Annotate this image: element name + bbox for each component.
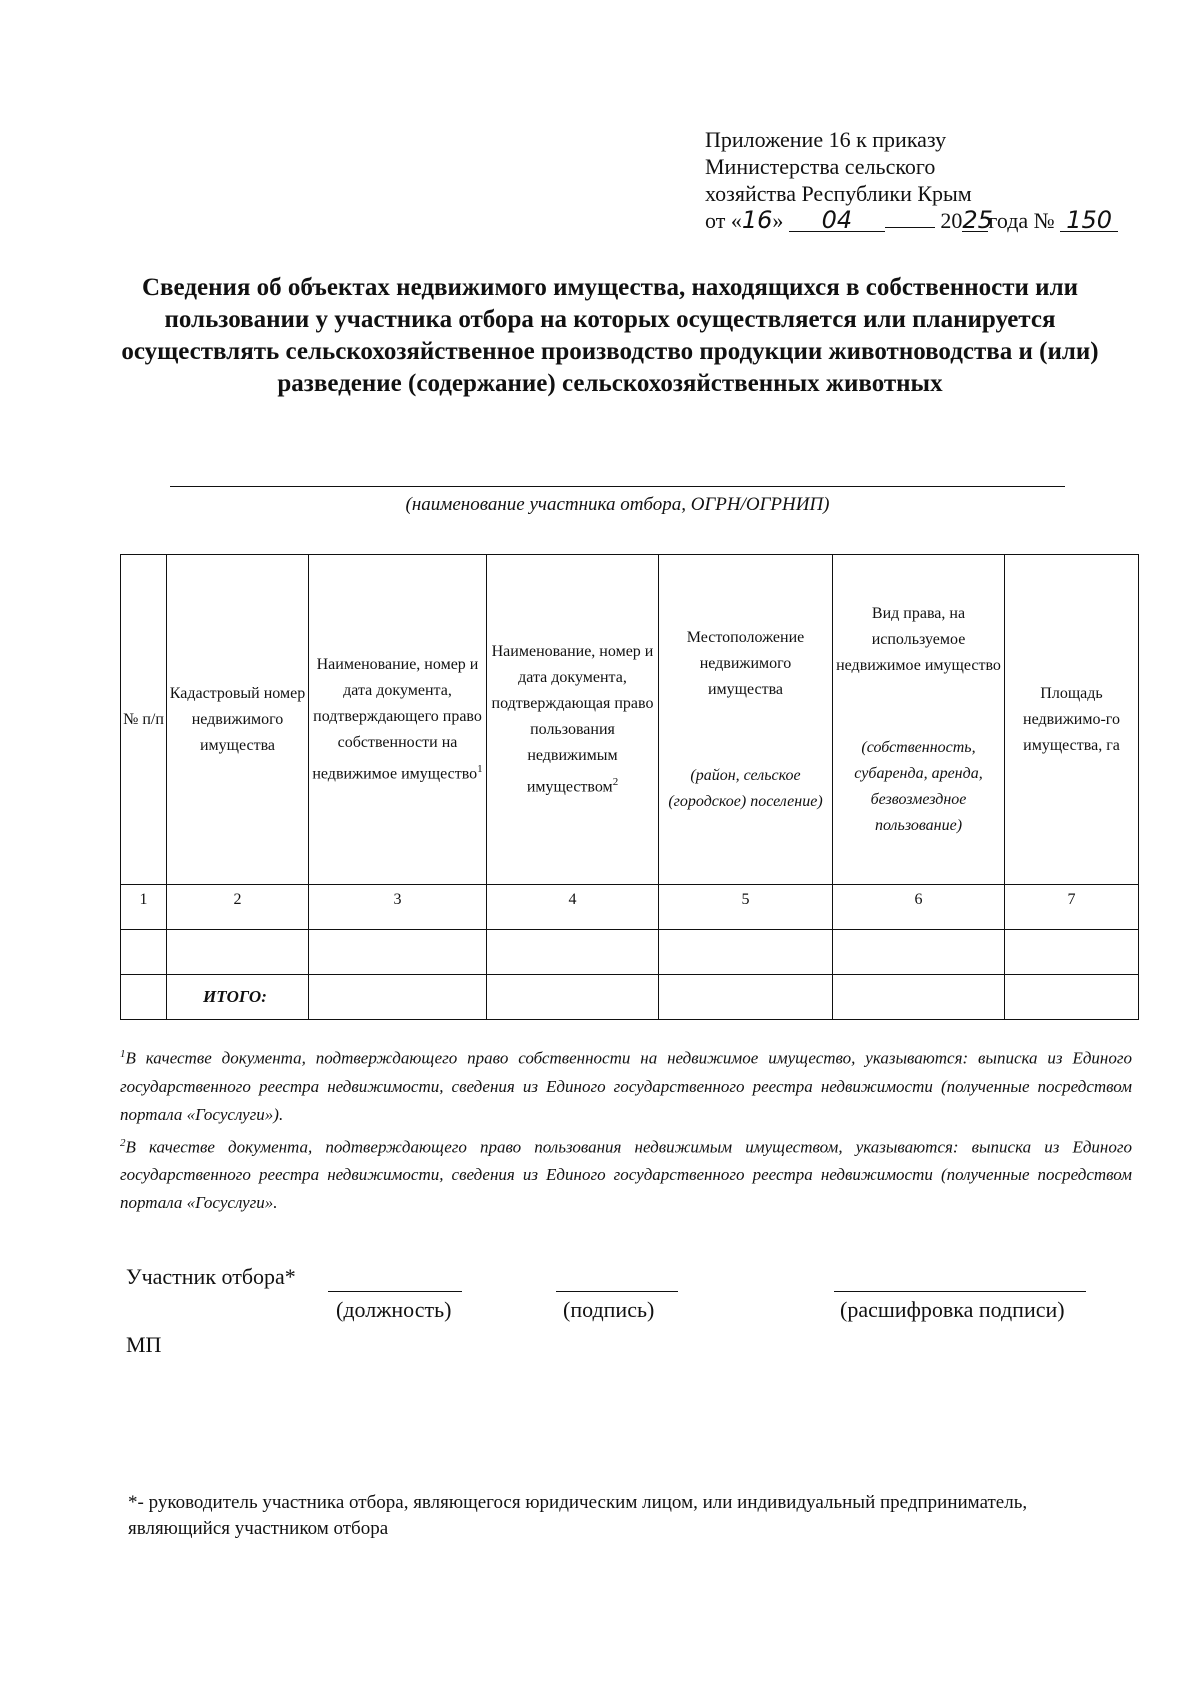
table-cell[interactable] [833, 930, 1005, 975]
participant-label: Участник отбора* [126, 1264, 296, 1289]
header-usage-doc: Наименование, номер и дата документа, подтверждающая право пользования недвижимым имуществом$^2$ [487, 555, 659, 885]
table-cell[interactable] [309, 930, 487, 975]
col-number-7: 7 [1005, 885, 1139, 930]
property-table [120, 554, 1138, 1020]
date-month: 04 [789, 209, 885, 232]
header-number: № п/п [121, 555, 167, 885]
header-cadastral: Кадастровый номер недвижимого имущества [167, 555, 309, 885]
table-cell[interactable] [487, 975, 659, 1020]
table-number-row [121, 885, 1139, 930]
col-number-2: 2 [167, 885, 309, 930]
appendix-header [705, 126, 1145, 234]
total-label: ИТОГО: [167, 975, 309, 1020]
table-cell[interactable] [309, 975, 487, 1020]
date-month-tail [885, 227, 935, 228]
table-header-row [121, 555, 1139, 885]
col-number-6: 6 [833, 885, 1005, 930]
document-title: Сведения об объектах недвижимого имущества, находящихся в собственности или пользовании у участника отбора на которых осуществляется или планируется осуществлять сельскохозяйственное производство продукции животноводства и (или) разведение (содержание) сельскохозяйственных животных [121, 274, 1099, 397]
date-year-prefix: 20 [940, 208, 963, 233]
footnotes [120, 1040, 1132, 1217]
table-row [121, 930, 1139, 975]
position-line[interactable] [328, 1291, 462, 1292]
col-number-3: 3 [309, 885, 487, 930]
order-number: 150 [1060, 209, 1118, 232]
date-day-close: » [772, 208, 784, 233]
table-cell[interactable] [659, 930, 833, 975]
table-cell[interactable] [121, 930, 167, 975]
table-total-row [121, 975, 1139, 1020]
footnote-1: $^1$В качестве документа, подтверждающего право собственности на недвижимое имущество, указываются: выписка из Единого государственного реестра недвижимости, сведения из Единого государственного реестра недвижимости (полученные посредством портала «Госуслуги»). [120, 1048, 1132, 1124]
date-year-suffix: 25 [962, 206, 993, 234]
header-date-line [705, 207, 1145, 234]
table-cell[interactable] [833, 975, 1005, 1020]
header-line-2: Министерства сельского [705, 154, 936, 179]
date-year-word: года № [988, 208, 1055, 233]
table-cell[interactable] [1005, 930, 1139, 975]
participant-footnote: *- руководитель участника отбора, являющегося юридическим лицом, или индивидуальный предприниматель, являющийся участником отбора [128, 1492, 1028, 1539]
header-line-1: Приложение 16 к приказу [705, 127, 947, 152]
date-prefix: от « [705, 208, 742, 233]
participant-name-caption: (наименование участника отбора, ОГРН/ОГРНИП) [405, 494, 830, 515]
header-area: Площадь недвижимо-го имущества, га [1005, 555, 1139, 885]
table-cell [121, 975, 167, 1020]
table-cell[interactable] [487, 930, 659, 975]
col-number-5: 5 [659, 885, 833, 930]
col-number-1: 1 [121, 885, 167, 930]
participant-name-line [170, 486, 1065, 487]
date-day: 16 [741, 206, 773, 234]
header-location: Местоположение недвижимого имущества (район, сельское (городское) поселение) [659, 555, 833, 885]
decoding-caption: (расшифровка подписи) [840, 1297, 1065, 1322]
col-number-4: 4 [487, 885, 659, 930]
signature-line[interactable] [556, 1291, 678, 1292]
header-ownership-doc: Наименование, номер и дата документа, подтверждающего право собственности на недвижимое имущество$^1$ [309, 555, 487, 885]
footnote-2: $^2$В качестве документа, подтверждающего право пользования недвижимым имуществом, указываются: выписка из Единого государственного реестра недвижимости, сведения из Единого государственного реестра недвижимости (полученные посредством портала «Госуслуги». [120, 1136, 1132, 1213]
position-caption: (должность) [336, 1297, 452, 1322]
table-cell[interactable] [1005, 975, 1139, 1020]
decoding-line[interactable] [834, 1291, 1086, 1292]
header-line-3: хозяйства Республики Крым [705, 181, 972, 206]
table-cell[interactable] [659, 975, 833, 1020]
stamp-label: МП [126, 1332, 162, 1357]
header-right-type: Вид права, на используемое недвижимое имущество (собственность, субаренда, аренда, безвозмездное пользование) [833, 555, 1005, 885]
table-cell[interactable] [167, 930, 309, 975]
signature-caption: (подпись) [563, 1297, 655, 1322]
